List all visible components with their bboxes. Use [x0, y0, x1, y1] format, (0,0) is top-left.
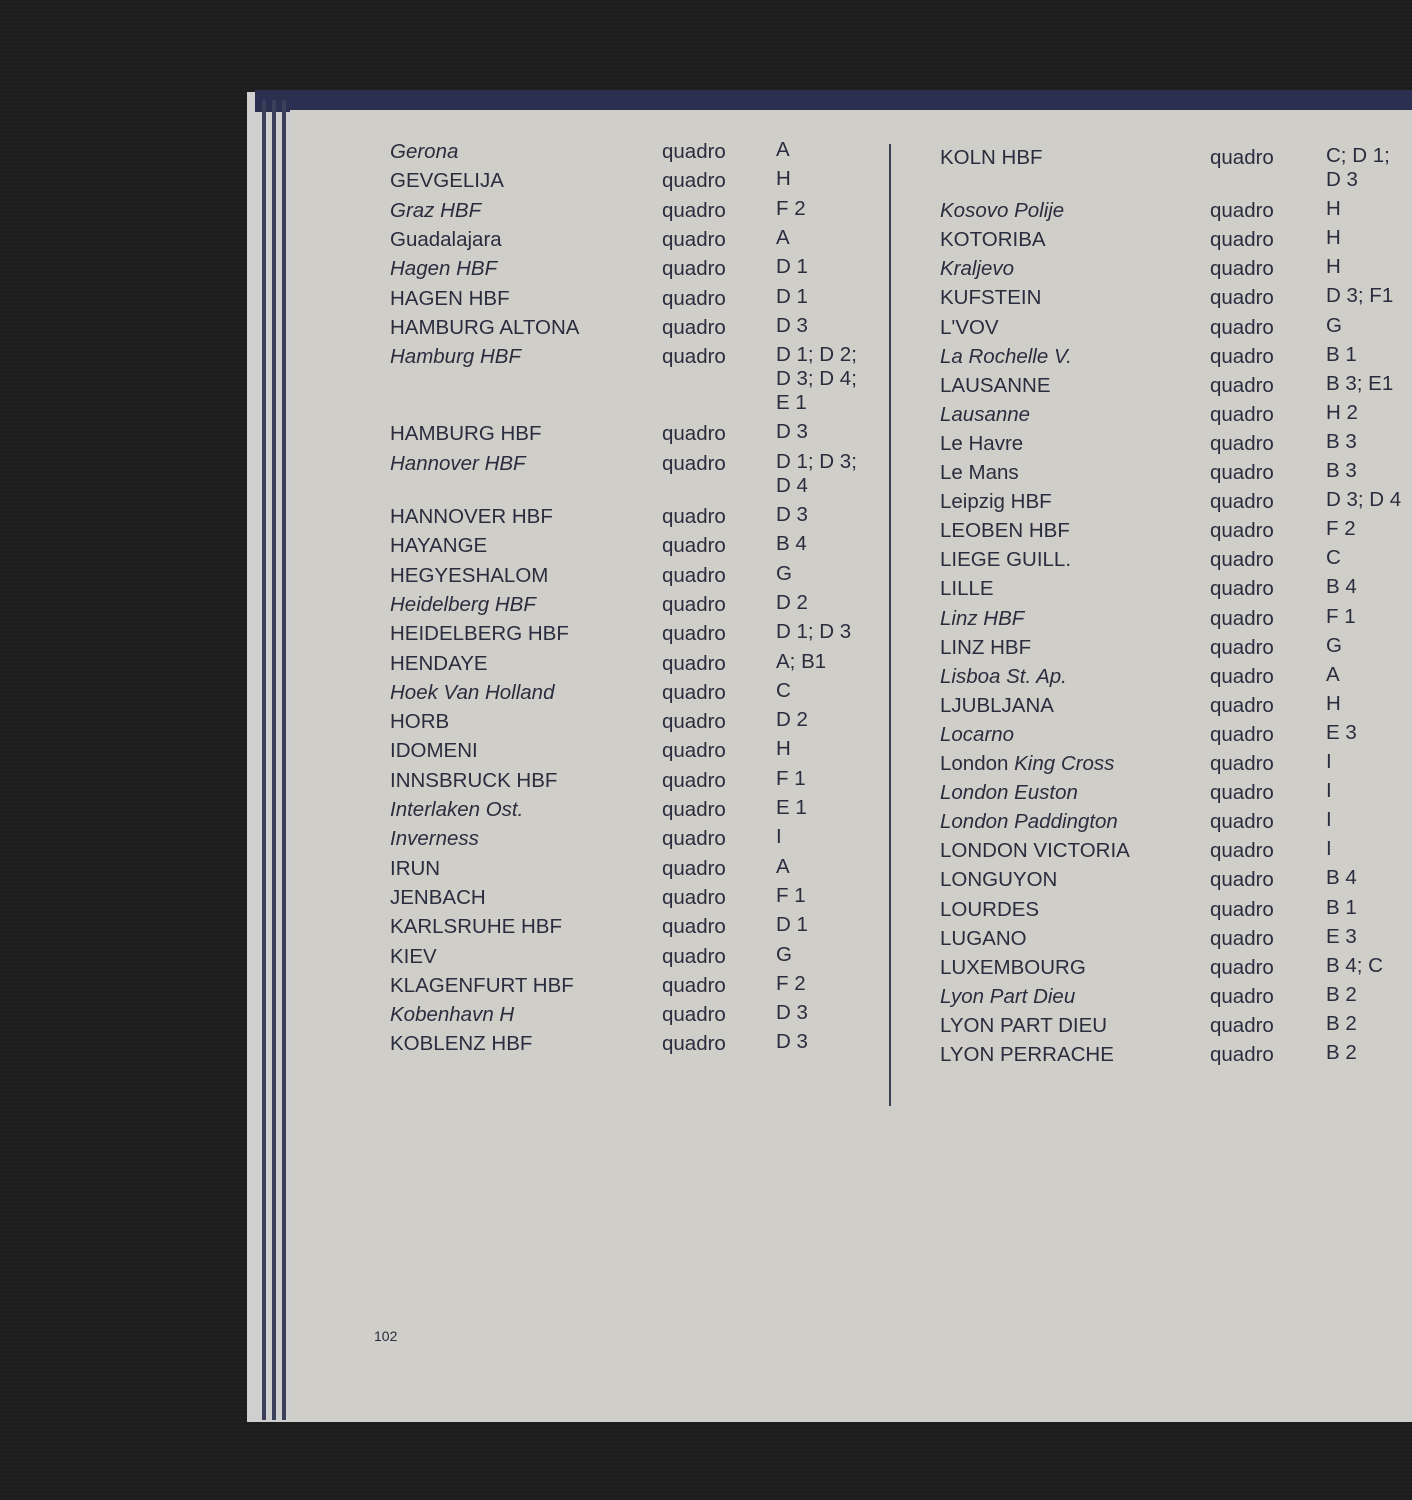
station-name: Le Havre — [940, 431, 1024, 455]
grid-reference-line: G — [1326, 313, 1342, 337]
grid-reference-line: D 3 — [1326, 168, 1358, 191]
station-name: HENDAYE — [390, 651, 488, 675]
grid-reference-line: I — [1326, 808, 1332, 832]
grid-reference-line: H — [1326, 226, 1341, 250]
quadro-label: quadro — [662, 563, 726, 587]
station-name: LONGUYON — [940, 868, 1058, 892]
station-name: Leipzig HBF — [940, 490, 1052, 514]
grid-reference-line: D 1; D 2; — [776, 343, 857, 367]
quadro-label: quadro — [1210, 146, 1274, 169]
grid-reference-line: H — [1326, 691, 1341, 715]
quadro-label: quadro — [1210, 868, 1274, 892]
station-name: LEOBEN HBF — [940, 519, 1070, 543]
quadro-label: quadro — [1210, 752, 1274, 775]
grid-reference-line: A — [776, 138, 790, 161]
quadro-label: quadro — [1210, 257, 1274, 281]
quadro-label: quadro — [662, 505, 726, 528]
station-name: LYON PART DIEU — [940, 1013, 1108, 1037]
grid-reference-line: B 2 — [1326, 1041, 1357, 1064]
station-name: LONDON VICTORIA — [940, 839, 1130, 863]
station-name: LINZ HBF — [940, 635, 1032, 659]
grid-reference-line: F 1 — [776, 883, 806, 907]
quadro-label: quadro — [662, 944, 726, 968]
grid-reference-line: D 4 — [776, 473, 808, 497]
station-name: L'VOV — [940, 315, 999, 339]
quadro-label: quadro — [1210, 344, 1274, 368]
grid-reference — [1326, 721, 1357, 745]
grid-reference — [1326, 837, 1332, 861]
grid-reference — [1326, 750, 1332, 774]
quadro-label: quadro — [662, 198, 726, 222]
quadro-label: quadro — [1210, 286, 1274, 310]
page-number: 102 — [374, 1328, 398, 1344]
grid-reference-line: H — [776, 167, 791, 191]
station-name: Hoek Van Holland — [390, 680, 555, 704]
station-name: HAYANGE — [390, 534, 488, 558]
grid-reference-line: D 1; D 3; — [776, 449, 857, 473]
quadro-label: quadro — [1210, 722, 1274, 746]
station-name: Interlaken Ost. — [390, 798, 524, 821]
grid-reference-line: I — [1326, 779, 1332, 803]
grid-reference-line: H 2 — [1326, 400, 1358, 424]
quadro-label: quadro — [662, 768, 726, 792]
station-name: LOURDES — [940, 897, 1040, 921]
grid-reference — [1326, 663, 1340, 687]
page-stack-edge — [282, 100, 286, 1420]
station-name: Inverness — [390, 827, 479, 851]
grid-reference-line: B 3 — [1326, 459, 1357, 482]
station-name: KOLN HBF — [940, 146, 1043, 169]
quadro-label: quadro — [1210, 373, 1274, 397]
grid-reference-line: B 3 — [1326, 429, 1357, 453]
station-name: La Rochelle V. — [940, 344, 1072, 368]
station-name: London Paddington — [940, 810, 1118, 834]
quadro-label: quadro — [662, 257, 726, 281]
quadro-label: quadro — [662, 622, 726, 646]
station-name: HANNOVER HBF — [390, 505, 553, 528]
grid-reference — [1326, 1041, 1357, 1065]
station-name: Hannover HBF — [390, 451, 526, 475]
quadro-label: quadro — [1210, 926, 1274, 950]
quadro-label: quadro — [662, 827, 726, 851]
grid-reference-line: B 4; C — [1326, 953, 1383, 977]
quadro-label: quadro — [662, 739, 726, 763]
station-name: HAMBURG HBF — [390, 422, 542, 446]
quadro-label: quadro — [662, 140, 726, 163]
quadro-label: quadro — [1210, 1043, 1274, 1066]
quadro-label: quadro — [1210, 955, 1274, 979]
page-stack-edge — [272, 100, 276, 1420]
station-name: HAGEN HBF — [390, 286, 510, 310]
quadro-label: quadro — [1210, 839, 1274, 863]
grid-reference-line: D 1 — [776, 284, 808, 308]
station-name: KOBLENZ HBF — [390, 1032, 533, 1056]
station-name: KARLSRUHE HBF — [390, 915, 563, 939]
quadro-label: quadro — [1210, 431, 1274, 455]
station-name: LAUSANNE — [940, 373, 1051, 397]
grid-reference — [1326, 372, 1393, 396]
quadro-label: quadro — [1210, 402, 1274, 426]
grid-reference — [1326, 954, 1383, 978]
quadro-label: quadro — [1210, 577, 1274, 601]
quadro-label: quadro — [1210, 635, 1274, 659]
grid-reference-line: D 1; D 3 — [776, 620, 852, 644]
grid-reference — [1326, 517, 1356, 541]
quadro-label: quadro — [1210, 897, 1274, 921]
grid-reference — [1326, 314, 1342, 338]
grid-reference-line: D 1 — [776, 913, 808, 937]
grid-reference-line: F 2 — [776, 196, 806, 220]
grid-reference-line: B 3; E1 — [1326, 371, 1394, 395]
station-name: LILLE — [940, 577, 994, 601]
grid-reference-line: H — [776, 737, 791, 761]
quadro-label: quadro — [1210, 781, 1274, 805]
grid-reference — [1326, 692, 1341, 716]
station-name: London Euston — [940, 781, 1078, 805]
quadro-label: quadro — [662, 1003, 726, 1027]
grid-reference — [1326, 255, 1341, 279]
grid-reference-line: D 3 — [776, 1001, 808, 1025]
station-name: GEVGELIJA — [390, 169, 504, 193]
station-name: HAMBURG ALTONA — [390, 315, 580, 339]
grid-reference — [1326, 284, 1393, 308]
grid-reference-line: E 1 — [776, 796, 807, 819]
quadro-label: quadro — [662, 345, 726, 369]
grid-reference-line: B 2 — [1326, 982, 1357, 1006]
station-name: Lausanne — [940, 402, 1031, 426]
grid-reference-line: F 1 — [1326, 604, 1356, 628]
quadro-label: quadro — [1210, 519, 1274, 543]
quadro-label: quadro — [662, 973, 726, 997]
grid-reference — [1326, 866, 1357, 890]
grid-reference-line: A — [776, 225, 790, 249]
grid-reference-line: E 1 — [776, 391, 807, 415]
station-name: KIEV — [390, 944, 437, 968]
quadro-label: quadro — [1210, 664, 1274, 688]
quadro-label: quadro — [662, 710, 726, 734]
grid-reference-line: C — [1326, 546, 1341, 570]
book-cover-top — [255, 90, 1412, 112]
grid-reference-line: I — [1326, 837, 1332, 861]
grid-reference — [1326, 575, 1357, 599]
book-page — [290, 110, 1412, 1422]
station-name: INNSBRUCK HBF — [390, 768, 558, 792]
grid-reference-line: I — [1326, 750, 1332, 773]
grid-reference-line: H — [1326, 255, 1341, 279]
quadro-label: quadro — [1210, 810, 1274, 834]
quadro-label: quadro — [662, 1032, 726, 1056]
grid-reference-line: G — [776, 561, 792, 585]
quadro-label: quadro — [1210, 228, 1274, 252]
grid-reference — [1326, 983, 1357, 1007]
grid-reference-line: B 4 — [1326, 866, 1357, 890]
quadro-label: quadro — [1210, 315, 1274, 339]
station-name: London King Cross — [940, 752, 1115, 775]
grid-reference — [1326, 605, 1356, 629]
quadro-label: quadro — [662, 798, 726, 821]
station-name: Graz HBF — [390, 198, 482, 222]
grid-reference-line: B 2 — [1326, 1011, 1357, 1035]
station-name: LJUBLJANA — [940, 693, 1054, 717]
grid-reference — [1326, 808, 1332, 832]
quadro-label: quadro — [662, 592, 726, 616]
station-name: Kosovo Polije — [940, 199, 1065, 223]
quadro-label: quadro — [662, 856, 726, 880]
grid-reference — [1326, 459, 1357, 483]
grid-reference-line: D 3 — [776, 420, 808, 444]
grid-reference-line: D 3 — [776, 503, 808, 526]
grid-reference-line: D 3; D 4; — [776, 367, 857, 391]
station-name: Hamburg HBF — [390, 345, 522, 369]
grid-reference — [1326, 925, 1357, 949]
station-name: KLAGENFURT HBF — [390, 973, 574, 997]
grid-reference — [1326, 226, 1341, 250]
quadro-label: quadro — [662, 915, 726, 939]
station-name: LIEGE GUILL. — [940, 548, 1072, 572]
quadro-label: quadro — [662, 227, 726, 251]
quadro-label: quadro — [662, 169, 726, 193]
station-name: HORB — [390, 710, 450, 734]
quadro-label: quadro — [1210, 693, 1274, 717]
quadro-label: quadro — [1210, 490, 1274, 514]
grid-reference-line: G — [1326, 633, 1342, 657]
station-name: JENBACH — [390, 885, 486, 909]
grid-reference-line: D 2 — [776, 708, 808, 732]
grid-reference — [1326, 546, 1341, 570]
station-name: Heidelberg HBF — [390, 592, 536, 616]
grid-reference — [1326, 488, 1401, 512]
grid-reference-line: D 3 — [776, 1030, 808, 1054]
grid-reference-line: B 1 — [1326, 342, 1357, 366]
quadro-label: quadro — [1210, 461, 1274, 484]
station-name: Le Mans — [940, 461, 1019, 484]
station-name: LUGANO — [940, 926, 1027, 950]
grid-reference-line: F 2 — [1326, 517, 1356, 541]
station-name: Gerona — [390, 140, 459, 163]
grid-reference — [1326, 144, 1390, 192]
grid-reference-line: D 3 — [776, 313, 808, 337]
grid-reference — [1326, 896, 1357, 920]
page-stack-edge — [262, 100, 266, 1420]
grid-reference-line: A — [1326, 662, 1340, 686]
station-name: HEGYESHALOM — [390, 563, 549, 587]
grid-reference — [1326, 1012, 1357, 1036]
grid-reference — [1326, 197, 1341, 221]
grid-reference-line: A — [776, 854, 790, 878]
grid-reference-line: G — [776, 942, 792, 966]
quadro-label: quadro — [662, 451, 726, 475]
quadro-label: quadro — [662, 885, 726, 909]
grid-reference-line: D 1 — [776, 255, 808, 279]
grid-reference-line: B 4 — [776, 532, 807, 556]
station-name: Guadalajara — [390, 227, 502, 251]
station-name: Linz HBF — [940, 606, 1025, 630]
station-name: Hagen HBF — [390, 257, 498, 281]
station-name: HEIDELBERG HBF — [390, 622, 569, 646]
quadro-label: quadro — [1210, 606, 1274, 630]
quadro-label: quadro — [1210, 199, 1274, 223]
grid-reference-line: C; D 1; — [1326, 144, 1390, 167]
quadro-label: quadro — [662, 680, 726, 704]
station-name: Kraljevo — [940, 257, 1015, 281]
station-name: IDOMENI — [390, 739, 478, 763]
station-name: LYON PERRACHE — [940, 1043, 1114, 1066]
station-name: LUXEMBOURG — [940, 955, 1086, 979]
station-name: KUFSTEIN — [940, 286, 1042, 310]
station-name: KOTORIBA — [940, 228, 1046, 252]
grid-reference-line: D 2 — [776, 590, 808, 614]
quadro-label: quadro — [662, 651, 726, 675]
grid-reference-line: E 3 — [1326, 924, 1357, 948]
quadro-label: quadro — [662, 534, 726, 558]
grid-reference-line: A; B1 — [776, 649, 827, 673]
quadro-label: quadro — [662, 422, 726, 446]
grid-reference-line: B 4 — [1326, 575, 1357, 599]
quadro-label: quadro — [1210, 548, 1274, 572]
grid-reference-line: F 1 — [776, 766, 806, 790]
grid-reference — [1326, 401, 1358, 425]
grid-reference — [1326, 634, 1342, 658]
quadro-label: quadro — [662, 315, 726, 339]
grid-reference — [1326, 430, 1357, 454]
quadro-label: quadro — [662, 286, 726, 310]
grid-reference-line: C — [776, 678, 791, 702]
station-name: Kobenhavn H — [390, 1003, 515, 1027]
grid-reference — [1326, 343, 1357, 367]
grid-reference-line: I — [776, 825, 782, 849]
station-name: Locarno — [940, 722, 1015, 746]
grid-reference-line: B 1 — [1326, 895, 1357, 919]
quadro-label: quadro — [1210, 984, 1274, 1008]
grid-reference — [1326, 779, 1332, 803]
quadro-label: quadro — [1210, 1013, 1274, 1037]
right-column — [290, 110, 1412, 1422]
station-name: Lisboa St. Ap. — [940, 664, 1067, 688]
grid-reference-line: D 3; F1 — [1326, 284, 1394, 308]
grid-reference-line: F 2 — [776, 971, 806, 995]
grid-reference-line: H — [1326, 197, 1341, 221]
station-name: IRUN — [390, 856, 441, 880]
grid-reference-line: D 3; D 4 — [1326, 488, 1402, 512]
station-name: Lyon Part Dieu — [940, 984, 1076, 1008]
grid-reference-line: E 3 — [1326, 720, 1357, 744]
